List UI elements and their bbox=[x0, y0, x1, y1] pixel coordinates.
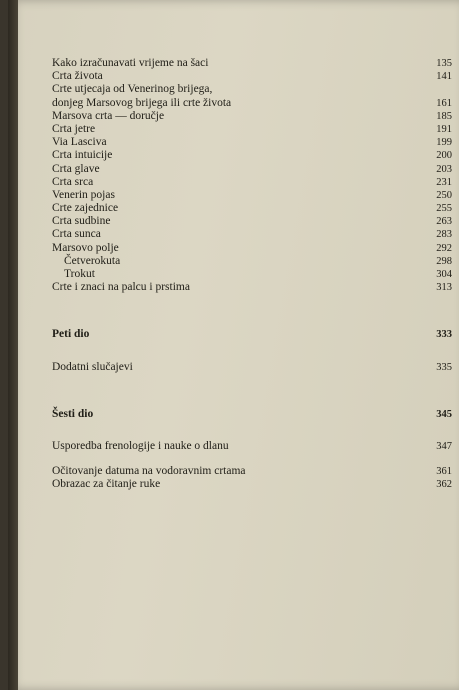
entry-title: Dodatni slučajevi bbox=[52, 360, 133, 373]
entry-title: Marsova crta — doručje bbox=[52, 109, 165, 122]
entry-title: Kako izračunavati vrijeme na šaci bbox=[52, 57, 209, 69]
entry-page-number: 292 bbox=[436, 242, 452, 254]
section-title: Šesti dio bbox=[52, 407, 94, 420]
toc-entry bbox=[52, 440, 459, 453]
entry-title: Crta srca bbox=[52, 175, 94, 188]
entry-title: Crte zajednice bbox=[52, 202, 119, 215]
spacer bbox=[52, 374, 459, 408]
spacer bbox=[52, 453, 459, 465]
entry-page-number: 250 bbox=[436, 189, 452, 201]
entry-page-number: 263 bbox=[436, 216, 452, 228]
toc-entry bbox=[52, 255, 459, 268]
entry-title: Crte utjecaja od Venerinog brijega, bbox=[52, 83, 213, 96]
toc-section-heading-6 bbox=[52, 408, 459, 421]
book-page bbox=[8, 0, 459, 690]
toc-entry bbox=[52, 242, 459, 255]
toc-entry bbox=[52, 215, 459, 228]
entry-page-number: 298 bbox=[436, 255, 452, 267]
toc-entry bbox=[52, 268, 459, 281]
entry-page-number: 361 bbox=[436, 466, 452, 478]
toc-entry bbox=[52, 110, 459, 123]
entry-title: donjeg Marsovog brijega ili crte života bbox=[52, 96, 232, 109]
section-page-number: 345 bbox=[436, 408, 452, 420]
entry-title: Via Lasciva bbox=[52, 136, 107, 149]
entry-page-number: 185 bbox=[436, 110, 452, 122]
page-binding-shadow bbox=[8, 0, 18, 690]
entry-page-number: 191 bbox=[436, 123, 452, 135]
entry-title: Očitovanje datuma na vodoravnim crtama bbox=[52, 465, 246, 478]
entry-page-number: 313 bbox=[436, 282, 452, 294]
entry-page-number: 141 bbox=[436, 71, 452, 83]
entry-page-number: 283 bbox=[436, 229, 452, 241]
toc-entry bbox=[52, 97, 459, 110]
toc-entry bbox=[52, 202, 459, 215]
entry-title: Crta glave bbox=[52, 162, 100, 175]
toc-entry bbox=[52, 163, 459, 176]
toc-entry bbox=[52, 189, 459, 202]
toc-entry bbox=[52, 465, 459, 478]
entry-page-number: 203 bbox=[436, 163, 452, 175]
toc-entry bbox=[52, 136, 459, 149]
spacer bbox=[52, 294, 459, 328]
entry-page-number: 304 bbox=[436, 269, 452, 280]
toc-section-heading-5 bbox=[52, 328, 459, 341]
entry-title: Marsovo polje bbox=[52, 241, 119, 254]
toc-entry bbox=[52, 70, 459, 83]
entry-page-number: 347 bbox=[436, 440, 452, 452]
entry-title: Crta života bbox=[52, 70, 103, 83]
toc-entry bbox=[52, 361, 459, 374]
entry-page-number: 231 bbox=[436, 176, 452, 188]
entry-page-number: 362 bbox=[436, 479, 452, 491]
toc-entry bbox=[52, 228, 459, 241]
toc-entry bbox=[52, 281, 459, 294]
toc-entry bbox=[52, 57, 459, 70]
entry-page-number: 199 bbox=[436, 137, 452, 149]
spacer bbox=[52, 421, 459, 440]
entry-page-number: 255 bbox=[436, 203, 452, 215]
toc-entry bbox=[52, 123, 459, 136]
entry-page-number: 161 bbox=[436, 97, 452, 109]
entry-title: Crta sunca bbox=[52, 228, 101, 241]
entry-title: Crte i znaci na palcu i prstima bbox=[52, 281, 190, 294]
entry-page-number: 135 bbox=[436, 58, 452, 69]
entry-title: Četverokuta bbox=[64, 254, 121, 267]
entry-title: Crta jetre bbox=[52, 122, 96, 135]
entry-title: Venerin pojas bbox=[52, 188, 115, 201]
toc-entry bbox=[52, 83, 459, 96]
section-page-number: 333 bbox=[436, 329, 452, 341]
section-title: Peti dio bbox=[52, 328, 90, 341]
entry-page-number: 200 bbox=[436, 150, 452, 162]
entry-title: Usporedba frenologije i nauke o dlanu bbox=[52, 439, 229, 452]
toc-entry bbox=[52, 176, 459, 189]
entry-title: Crta sudbine bbox=[52, 215, 111, 228]
spacer bbox=[52, 342, 459, 361]
toc-section-entries bbox=[52, 57, 459, 294]
toc-entry bbox=[52, 478, 459, 491]
table-of-contents bbox=[52, 57, 459, 492]
entry-title: Obrazac za čitanje ruke bbox=[52, 478, 161, 491]
entry-title: Trokut bbox=[64, 268, 95, 280]
entry-page-number: 335 bbox=[436, 361, 452, 373]
toc-entry bbox=[52, 149, 459, 162]
entry-title: Crta intuicije bbox=[52, 149, 113, 162]
